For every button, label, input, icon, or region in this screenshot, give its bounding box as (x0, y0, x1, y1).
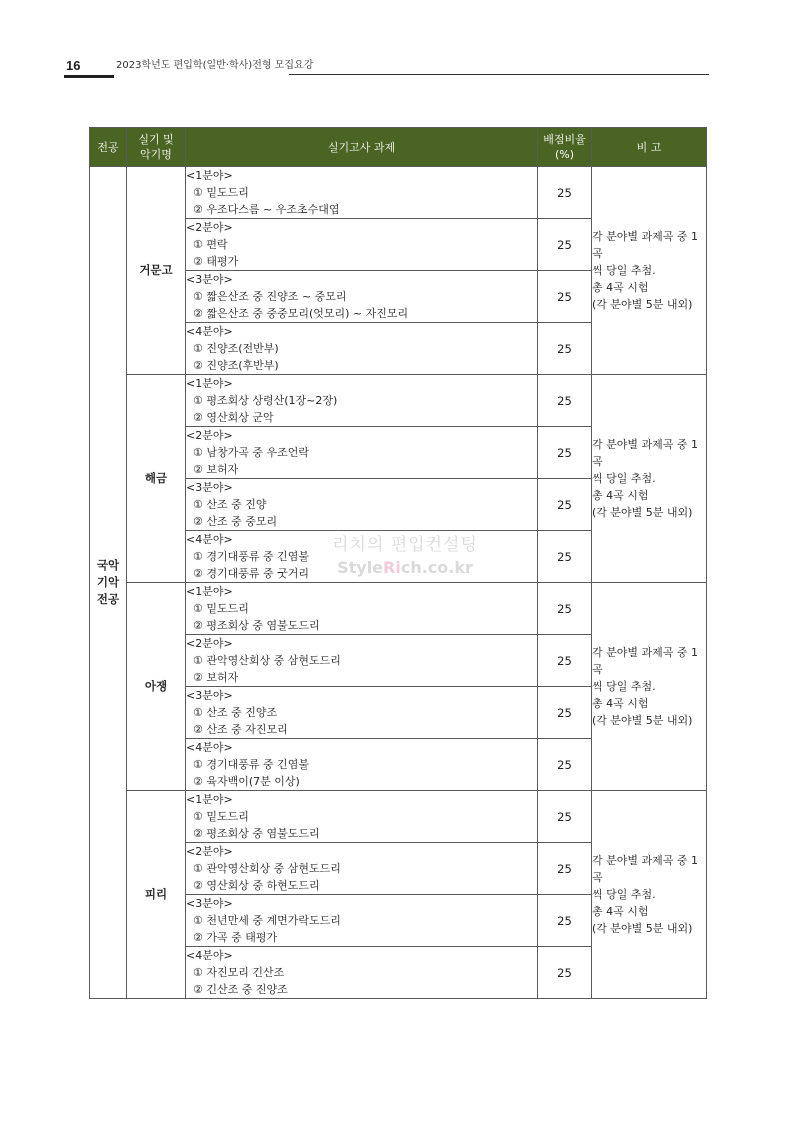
task-cell (186, 739, 538, 791)
ratio-cell: 25 (538, 479, 592, 531)
ratio-cell: 25 (538, 427, 592, 479)
document-title: 2023학년도 편입학(일반·학사)전형 모집요강 (116, 60, 314, 71)
ratio-cell: 25 (538, 531, 592, 583)
page-number: 16 (64, 56, 114, 78)
ratio-cell: 25 (538, 791, 592, 843)
section-title: <1분야> (186, 377, 233, 390)
task-item: ① 경기대풍류 중 긴염불 (193, 758, 309, 771)
task-item: ② 경기대풍류 중 굿거리 (193, 567, 309, 580)
table-body (90, 167, 707, 999)
watermark-url-accent: Ri (383, 558, 401, 577)
instrument-name: 아쟁 (127, 583, 186, 791)
task-item: ① 편락 (193, 238, 228, 251)
task-item: ① 밑도드리 (193, 810, 249, 823)
ratio-cell: 25 (538, 635, 592, 687)
note-cell: 각 분야별 과제곡 중 1곡 씩 당일 추첨. 총 4곡 시험 (각 분야별 5분 내외) (592, 375, 707, 583)
instrument-header: 실기 및 악기명 (127, 128, 186, 167)
task-cell (186, 271, 538, 323)
section-title: <2분야> (186, 637, 233, 650)
note-header: 비 고 (592, 128, 707, 167)
section-title: <3분야> (186, 481, 233, 494)
task-item: ① 평조회상 상령산(1장~2장) (193, 394, 338, 407)
table-header (90, 128, 707, 167)
ratio-cell: 25 (538, 375, 592, 427)
task-cell (186, 479, 538, 531)
header-row (90, 128, 707, 167)
task-cell (186, 219, 538, 271)
task-cell (186, 895, 538, 947)
ratio-cell: 25 (538, 271, 592, 323)
ratio-cell: 25 (538, 687, 592, 739)
section-title: <1분야> (186, 169, 233, 182)
task-item: ② 평조회상 중 염불도드리 (193, 827, 320, 840)
instrument-name: 거문고 (127, 167, 186, 375)
section-title: <2분야> (186, 845, 233, 858)
section-title: <1분야> (186, 793, 233, 806)
task-header: 실기고사 과제 (186, 128, 538, 167)
major-header: 전공 (90, 128, 127, 167)
ratio-cell: 25 (538, 843, 592, 895)
section-title: <4분야> (186, 741, 233, 754)
table-row (90, 791, 707, 843)
ratio-cell: 25 (538, 895, 592, 947)
task-item: ② 가곡 중 태평가 (193, 931, 278, 944)
task-cell (186, 791, 538, 843)
task-cell (186, 687, 538, 739)
table-row (90, 375, 707, 427)
ratio-cell: 25 (538, 323, 592, 375)
task-item: ① 밑도드리 (193, 186, 249, 199)
task-cell (186, 323, 538, 375)
section-title: <2분야> (186, 221, 233, 234)
task-cell (186, 531, 538, 583)
task-item: ① 산조 중 진양 (193, 498, 267, 511)
task-item: ① 관악영산회상 중 삼현도드리 (193, 654, 341, 667)
watermark-url-suffix: ch.co.kr (400, 558, 473, 577)
task-item: ② 평조회상 중 염불도드리 (193, 619, 320, 632)
instrument-name: 피리 (127, 791, 186, 999)
instrument-name: 해금 (127, 375, 186, 583)
task-item: ② 육자백이(7분 이상) (193, 775, 300, 788)
section-title: <3분야> (186, 273, 233, 286)
section-title: <4분야> (186, 533, 233, 546)
task-item: ② 진양조(후반부) (193, 359, 279, 372)
task-item: ② 영산회상 중 하현도드리 (193, 879, 320, 892)
table-row (90, 167, 707, 219)
note-cell: 각 분야별 과제곡 중 1곡 씩 당일 추첨. 총 4곡 시험 (각 분야별 5분 내외) (592, 583, 707, 791)
page-header (64, 56, 709, 78)
watermark-text: 리치의 편입컨설팅 (332, 535, 478, 555)
task-item: ① 관악영산회상 중 삼현도드리 (193, 862, 341, 875)
task-cell (186, 947, 538, 999)
task-item: ② 영산회상 군악 (193, 411, 274, 424)
task-cell (186, 583, 538, 635)
task-item: ② 보허자 (193, 463, 239, 476)
task-item: ② 보허자 (193, 671, 239, 684)
task-cell (186, 843, 538, 895)
task-item: ② 짧은산조 중 중중모리(엇모리) ~ 자진모리 (193, 307, 409, 320)
task-item: ① 경기대풍류 중 긴염불 (193, 550, 309, 563)
task-item: ② 산조 중 자진모리 (193, 723, 288, 736)
header-divider (289, 74, 709, 75)
section-title: <3분야> (186, 689, 233, 702)
task-item: ① 진양조(전반부) (193, 342, 279, 355)
section-title: <4분야> (186, 949, 233, 962)
task-item: ① 천년만세 중 계면가락도드리 (193, 914, 341, 927)
ratio-cell: 25 (538, 167, 592, 219)
ratio-cell: 25 (538, 947, 592, 999)
task-item: ① 남창가곡 중 우조언락 (193, 446, 309, 459)
section-title: <1분야> (186, 585, 233, 598)
task-cell (186, 635, 538, 687)
section-title: <4분야> (186, 325, 233, 338)
ratio-cell: 25 (538, 583, 592, 635)
note-cell: 각 분야별 과제곡 중 1곡 씩 당일 추첨. 총 4곡 시험 (각 분야별 5분 내외) (592, 167, 707, 375)
ratio-cell: 25 (538, 219, 592, 271)
task-cell (186, 167, 538, 219)
task-cell (186, 375, 538, 427)
note-cell: 각 분야별 과제곡 중 1곡 씩 당일 추첨. 총 4곡 시험 (각 분야별 5분 내외) (592, 791, 707, 999)
major-cell: 국악 기악 전공 (90, 167, 127, 999)
task-item: ② 태평가 (193, 255, 239, 268)
watermark-url-prefix: Style (337, 558, 384, 577)
task-item: ① 자진모리 긴산조 (193, 966, 285, 979)
section-title: <2분야> (186, 429, 233, 442)
task-item: ① 산조 중 진양조 (193, 706, 278, 719)
task-item: ② 우조다스름 ~ 우조초수대엽 (193, 203, 340, 216)
ratio-header: 배점비율 (%) (538, 128, 592, 167)
task-item: ① 밑도드리 (193, 602, 249, 615)
ratio-cell: 25 (538, 739, 592, 791)
task-cell (186, 427, 538, 479)
section-title: <3분야> (186, 897, 233, 910)
task-item: ② 산조 중 중모리 (193, 515, 278, 528)
table-row (90, 583, 707, 635)
exam-table (89, 127, 707, 999)
task-item: ② 긴산조 중 진양조 (193, 983, 288, 996)
task-item: ① 짧은산조 중 진양조 ~ 중모리 (193, 290, 347, 303)
